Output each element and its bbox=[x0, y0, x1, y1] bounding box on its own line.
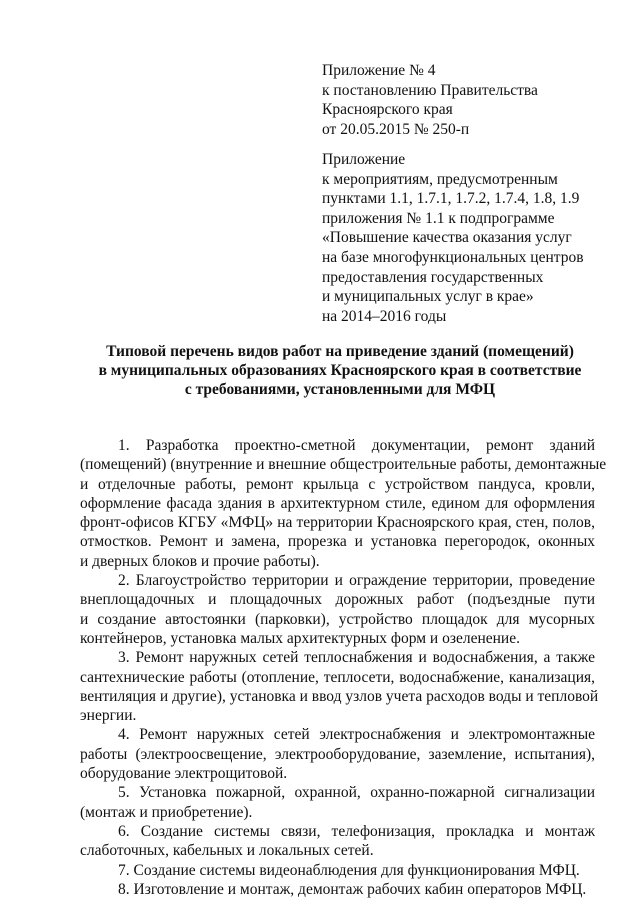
work-item-5 bbox=[80, 783, 595, 822]
paragraph-line: контейнеров, установка малых архитектурных форм и озеленение. bbox=[80, 629, 520, 647]
paragraph-line: 8. Изготовление и монтаж, демонтаж рабочих кабин операторов МФЦ. bbox=[118, 880, 587, 898]
paragraph-line: 2. Благоустройство территории и ограждение территории, проведение bbox=[118, 572, 595, 590]
paragraph-line: оборудование электрощитовой. bbox=[80, 765, 288, 783]
appendix-header bbox=[322, 61, 622, 139]
work-item-3 bbox=[80, 648, 599, 725]
appendix-subheader-line: «Повышение качества оказания услуг bbox=[322, 229, 572, 247]
document-title-line: Типовой перечень видов работ на приведение зданий (помещений) bbox=[106, 343, 574, 360]
appendix-subheader-line: и муниципальных услуг в крае» bbox=[322, 288, 534, 306]
paragraph-line: 4. Ремонт наружных сетей электроснабжения и электромонтажные bbox=[118, 726, 595, 744]
paragraph-line: 6. Создание системы связи, телефонизация, прокладка и монтаж bbox=[118, 822, 595, 840]
paragraph-line: 5. Установка пожарной, охранной, охранно-пожарной сигнализации bbox=[118, 784, 595, 802]
paragraph-line: 3. Ремонт наружных сетей теплоснабжения и водоснабжения, а также bbox=[118, 649, 595, 667]
appendix-subheader bbox=[322, 150, 622, 326]
appendix-subheader-line: предоставления государственных bbox=[322, 268, 544, 286]
paragraph-line: (помещений) (внутренние и внешние общестроительные работы, демонтажные bbox=[80, 456, 607, 474]
appendix-subheader-line: на базе многофункциональных центров bbox=[322, 248, 584, 266]
work-item-6 bbox=[80, 822, 595, 861]
work-item-1 bbox=[80, 436, 607, 571]
paragraph-line: (монтаж и приобретение). bbox=[80, 803, 253, 821]
appendix-subheader-line: пунктами 1.1, 1.7.1, 1.7.2, 1.7.4, 1.8, 1.9 bbox=[322, 190, 580, 208]
paragraph-line: и отделочные работы, ремонт крыльца с устройством пандуса, кровли, bbox=[80, 475, 595, 493]
work-item-8 bbox=[80, 880, 595, 899]
appendix-subheader-line: Приложение bbox=[322, 151, 406, 168]
work-list bbox=[80, 436, 607, 899]
appendix-header-line: к постановлению Правительства bbox=[322, 81, 538, 99]
paragraph-line: энергии. bbox=[80, 707, 137, 725]
paragraph-line: вентиляция и другие), установка и ввод узлов учета расходов воды и тепловой bbox=[80, 687, 599, 705]
paragraph-line: 1. Разработка проектно-сметной документации, ремонт зданий bbox=[118, 437, 595, 454]
appendix-header-line: Приложение № 4 bbox=[322, 62, 436, 79]
paragraph-line: работы (электроосвещение, электрооборудование, заземление, испытания), bbox=[80, 745, 595, 763]
appendix-subheader-line: на 2014–2016 годы bbox=[322, 307, 447, 325]
paragraph-line: отмостков. Ремонт и замена, прорезка и установка перегородок, оконных bbox=[80, 533, 595, 551]
document-title-line: с требованиями, установленными для МФЦ bbox=[184, 380, 496, 398]
document-title bbox=[60, 343, 620, 399]
paragraph-line: 7. Создание системы видеонаблюдения для функционирования МФЦ. bbox=[118, 861, 580, 879]
paragraph-line: фронт-офисов КГБУ «МФЦ» на территории Красноярского края, стен, полов, bbox=[80, 514, 595, 532]
work-item-4 bbox=[80, 725, 595, 783]
paragraph-line: оформление фасада здания в архитектурном стиле, едином для оформления bbox=[80, 494, 595, 512]
appendix-header-line: от 20.05.2015 № 250-п bbox=[322, 120, 470, 138]
appendix-header-line: Красноярского края bbox=[322, 101, 453, 119]
document-title-line: в муниципальных образованиях Красноярского края в соответствие bbox=[98, 361, 582, 379]
appendix-subheader-line: приложения № 1.1 к подпрограмме bbox=[322, 209, 555, 227]
work-item-2 bbox=[80, 571, 595, 648]
work-item-7 bbox=[80, 861, 595, 880]
paragraph-line: внеплощадочных и площадочных дорожных работ (подъездные пути bbox=[80, 591, 595, 609]
paragraph-line: и создание автостоянки (парковки), устройство площадок для мусорных bbox=[80, 610, 595, 628]
appendix-subheader-line: к мероприятиям, предусмотренным bbox=[322, 170, 558, 188]
paragraph-line: и дверных блоков и прочие работы). bbox=[80, 552, 320, 570]
paragraph-line: сантехнические работы (отопление, теплосети, водоснабжение, канализация, bbox=[80, 668, 595, 686]
paragraph-line: слаботочных, кабельных и локальных сетей. bbox=[80, 842, 374, 860]
